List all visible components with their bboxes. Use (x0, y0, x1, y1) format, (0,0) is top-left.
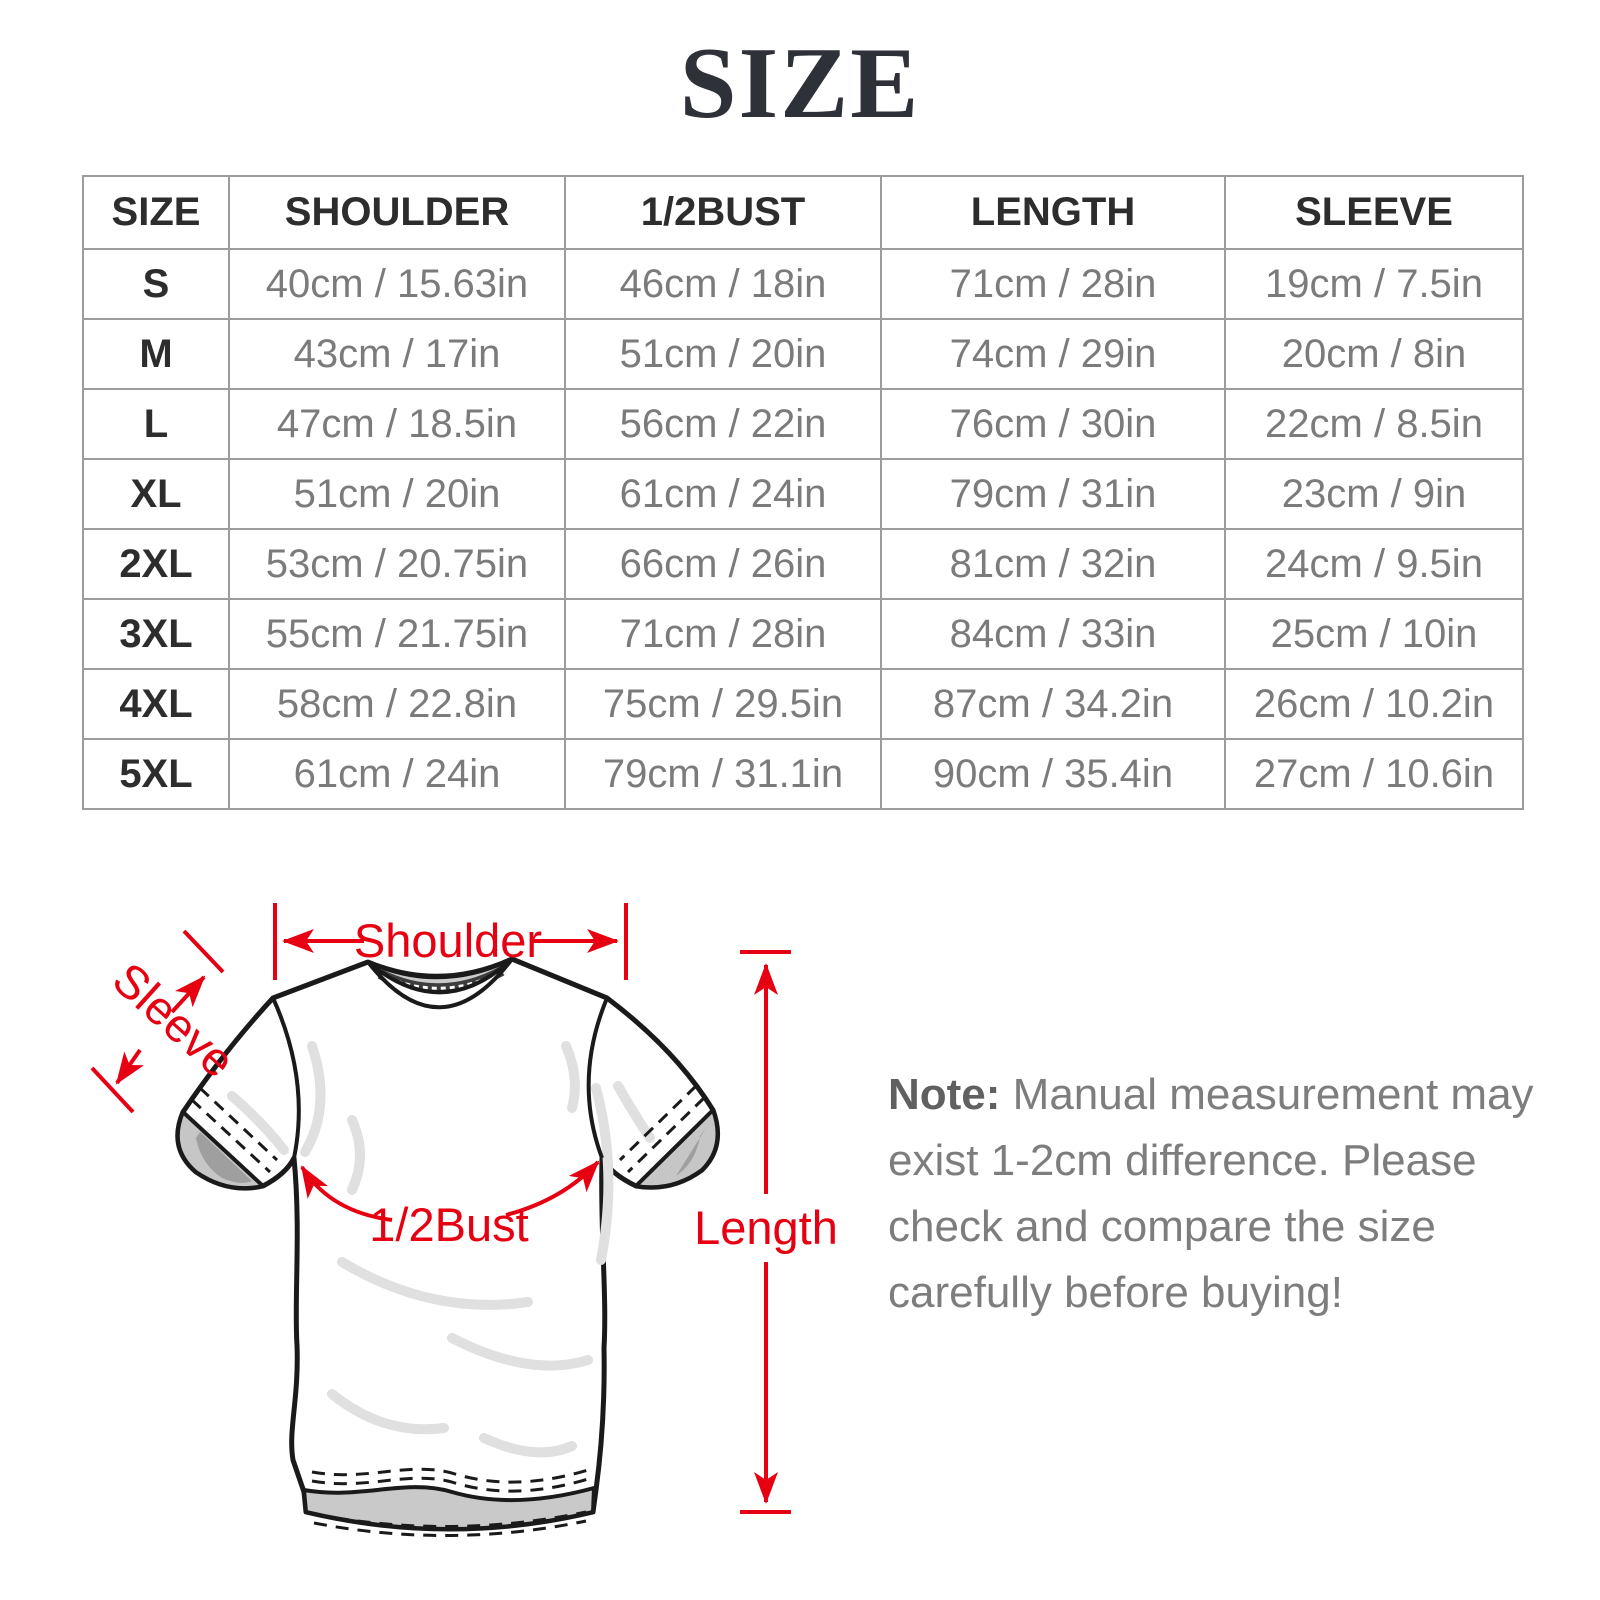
measurement-cell: 51cm / 20in (565, 319, 881, 389)
column-header-sleeve: SLEEVE (1225, 176, 1523, 249)
size-row-label: M (83, 319, 229, 389)
note-body: Manual measurement may exist 1-2cm difference. Please check and compare the size carefully before buying! (888, 1070, 1534, 1317)
measurement-cell: 79cm / 31in (881, 459, 1225, 529)
column-header-length: LENGTH (881, 176, 1225, 249)
size-table (82, 175, 1524, 810)
size-row-label: 5XL (83, 739, 229, 809)
shoulder-label: Shoulder (353, 914, 543, 967)
table-row (83, 389, 1523, 459)
table-row (83, 529, 1523, 599)
measurement-cell: 43cm / 17in (229, 319, 565, 389)
measurement-cell: 47cm / 18.5in (229, 389, 565, 459)
measurement-cell: 71cm / 28in (565, 599, 881, 669)
measurement-cell: 58cm / 22.8in (229, 669, 565, 739)
measurement-cell: 81cm / 32in (881, 529, 1225, 599)
measurement-cell: 51cm / 20in (229, 459, 565, 529)
measurement-cell: 25cm / 10in (1225, 599, 1523, 669)
measurement-cell: 55cm / 21.75in (229, 599, 565, 669)
measurement-cell: 20cm / 8in (1225, 319, 1523, 389)
size-row-label: L (83, 389, 229, 459)
measurement-cell: 56cm / 22in (565, 389, 881, 459)
size-row-label: 3XL (83, 599, 229, 669)
measurement-cell: 75cm / 29.5in (565, 669, 881, 739)
measurement-cell: 61cm / 24in (229, 739, 565, 809)
column-header-shoulder: SHOULDER (229, 176, 565, 249)
table-row (83, 319, 1523, 389)
measurement-cell: 23cm / 9in (1225, 459, 1523, 529)
measurement-cell: 66cm / 26in (565, 529, 881, 599)
column-header-size: SIZE (83, 176, 229, 249)
size-row-label: S (83, 249, 229, 319)
size-row-label: 2XL (83, 529, 229, 599)
table-row (83, 249, 1523, 319)
measurement-cell: 53cm / 20.75in (229, 529, 565, 599)
note-label: Note: (888, 1070, 1001, 1119)
measurement-cell: 40cm / 15.63in (229, 249, 565, 319)
measurement-cell: 79cm / 31.1in (565, 739, 881, 809)
table-row (83, 459, 1523, 529)
column-header-halfbust: 1/2BUST (565, 176, 881, 249)
measurement-cell: 84cm / 33in (881, 599, 1225, 669)
measurement-cell: 90cm / 35.4in (881, 739, 1225, 809)
measurement-cell: 26cm / 10.2in (1225, 669, 1523, 739)
measurement-cell: 71cm / 28in (881, 249, 1225, 319)
length-label: Length (694, 1201, 838, 1254)
table-header-row (83, 176, 1523, 249)
measurement-cell: 24cm / 9.5in (1225, 529, 1523, 599)
measurement-cell: 74cm / 29in (881, 319, 1225, 389)
sleeve-label: Sleeve (102, 951, 246, 1088)
table-row (83, 599, 1523, 669)
note-text (888, 1062, 1548, 1326)
measurement-cell: 61cm / 24in (565, 459, 881, 529)
measurement-cell: 46cm / 18in (565, 249, 881, 319)
table-row (83, 669, 1523, 739)
measurement-cell: 22cm / 8.5in (1225, 389, 1523, 459)
measurement-cell: 27cm / 10.6in (1225, 739, 1523, 809)
page-title: SIZE (679, 27, 921, 140)
size-row-label: XL (83, 459, 229, 529)
table-row (83, 739, 1523, 809)
measurement-cell: 19cm / 7.5in (1225, 249, 1523, 319)
measurement-cell: 76cm / 30in (881, 389, 1225, 459)
half-bust-label: 1/2Bust (369, 1198, 529, 1251)
size-row-label: 4XL (83, 669, 229, 739)
measurement-cell: 87cm / 34.2in (881, 669, 1225, 739)
